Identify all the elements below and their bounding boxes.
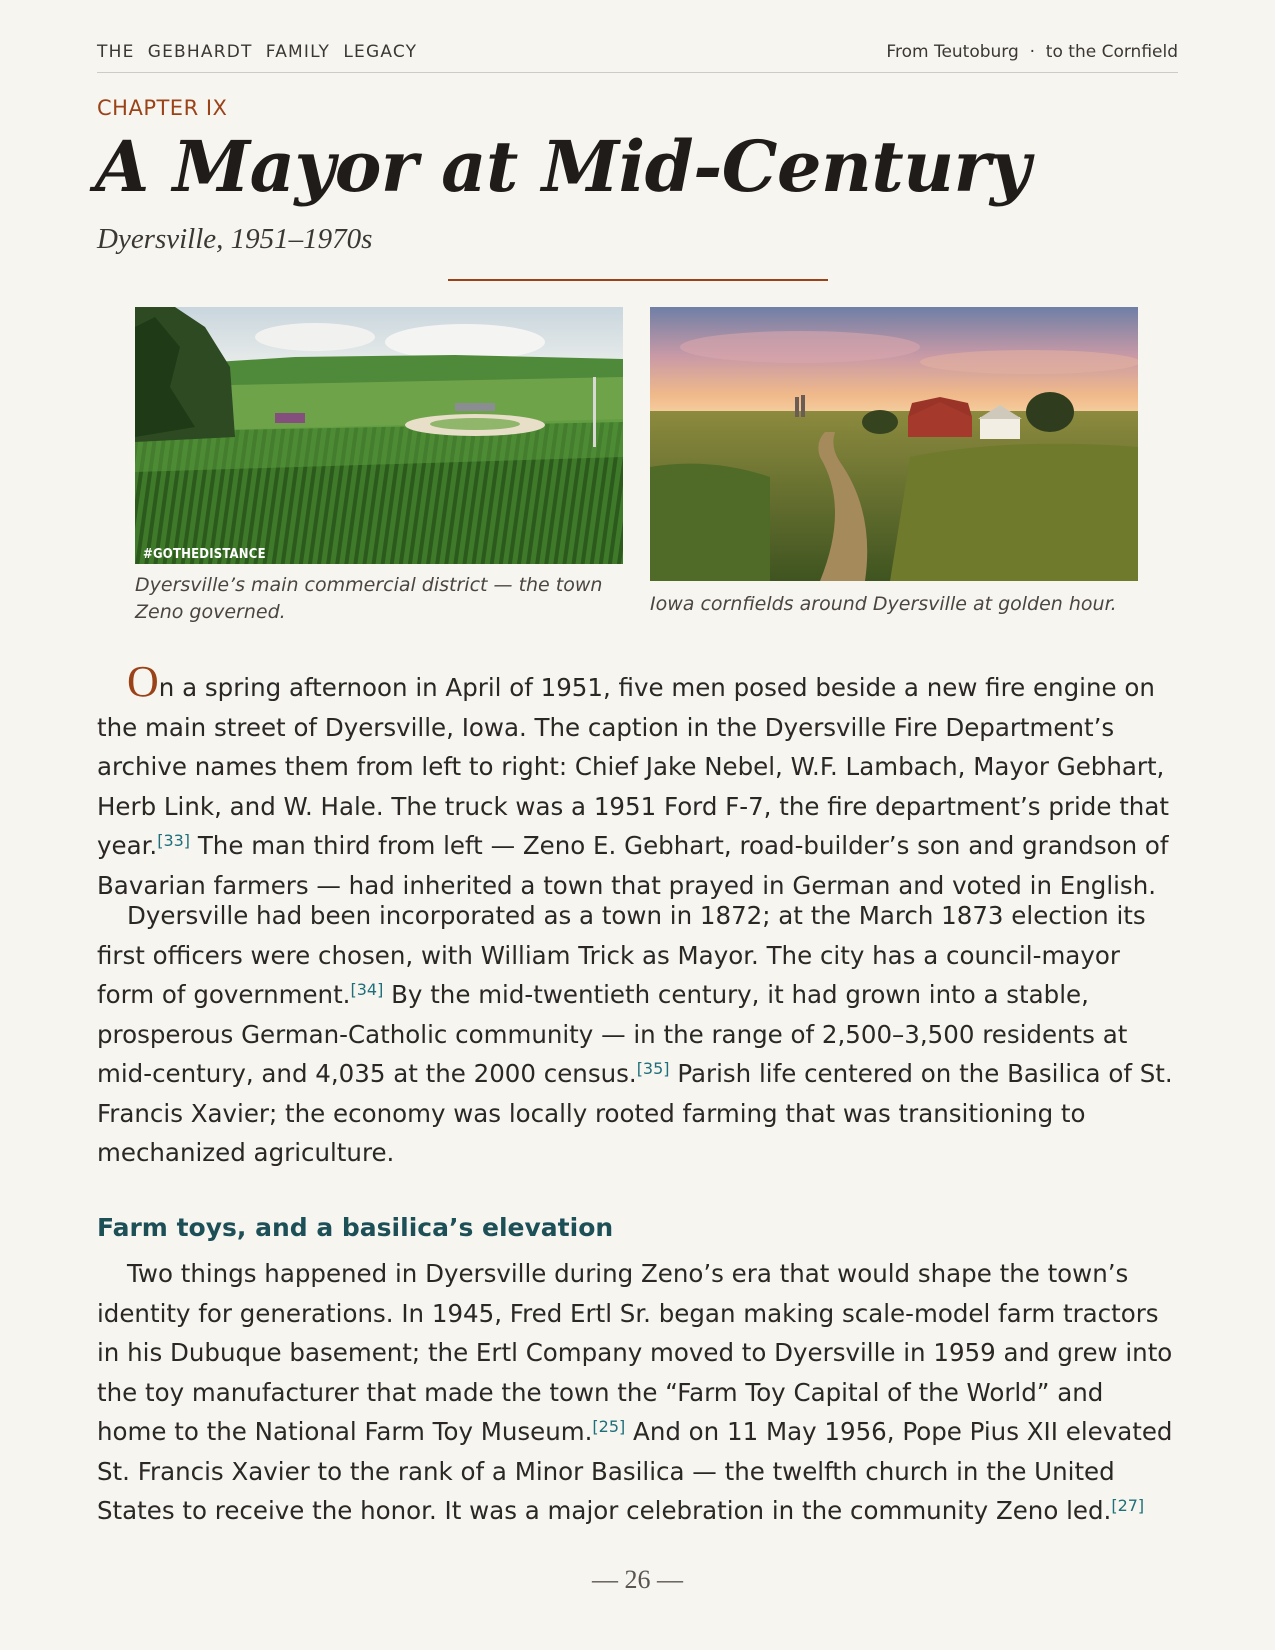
photo-overlay-tag: #GOTHEDISTANCE [143, 547, 266, 562]
paragraph-text: n a spring afternoon in April of 1951, five men posed beside a new fire engine on the main street of Dyersville, Iowa. The caption in the Dyersville Fire Department’s archive names them from left to right: Chief Jake Nebel, W.F. Lambach, Mayor Gebhart, Herb Link, and W. Hale. The truck was a 1951 Ford F-7, the fire department’s pride that year. [97, 673, 1169, 860]
figure-main-district [135, 307, 623, 626]
chapter-subtitle: Dyersville, 1951–1970s [97, 223, 373, 255]
footnote-ref-35[interactable]: [35] [636, 1059, 670, 1078]
paragraph-text: Dyersville had been incorporated as a town in 1872; at the March 1873 election its first officers were chosen, with William Trick as Mayor. The city has a council-mayor form of government. [97, 901, 1146, 1009]
body-paragraph-3 [97, 1254, 1178, 1531]
painting-cornfields [650, 307, 1138, 581]
running-head-book-title: THE GEBHARDT FAMILY LEGACY [97, 42, 418, 62]
figure-caption: Dyersville’s main commercial district — the town Zeno governed. [135, 574, 603, 623]
footnote-ref-25[interactable]: [25] [592, 1417, 626, 1436]
paragraph-text: The man third from left — Zeno E. Gebhart, road-builder’s son and grandson of Bavarian farmers — had inherited a town that prayed in German and voted in English. [97, 831, 1169, 900]
photo-field-of-dreams [135, 307, 623, 564]
painting-illustration [650, 307, 1138, 581]
chapter-label: CHAPTER IX [97, 96, 228, 120]
figure-cornfields [650, 307, 1138, 618]
photo-illustration [135, 307, 623, 564]
body-paragraph-2 [97, 896, 1178, 1173]
title-rule [448, 279, 828, 281]
section-heading: Farm toys, and a basilica’s elevation [97, 1213, 614, 1242]
footnote-ref-27[interactable]: [27] [1111, 1496, 1145, 1515]
chapter-title: A Mayor at Mid-Century [95, 125, 1031, 208]
footnote-ref-33[interactable]: [33] [157, 831, 191, 850]
paragraph-text: And on 11 May 1956, Pope Pius XII elevated St. Francis Xavier to the rank of a Minor Basilica — the twelfth church in the United States to receive the honor. It was a major celebration in the community Zeno led. [97, 1417, 1173, 1525]
paragraph-text: Parish life centered on the Basilica of St. Francis Xavier; the economy was locally rooted farming that was transitioning to mechanized agriculture. [97, 1059, 1173, 1167]
paragraph-text: By the mid-twentieth century, it had grown into a stable, prosperous German-Catholic community — in the range of 2,500–3,500 residents at mid-century, and 4,035 at the 2000 census. [97, 980, 1128, 1088]
running-head [97, 40, 1178, 73]
page-number: — 26 — [592, 1565, 683, 1594]
drop-cap: O [127, 657, 159, 706]
figure-caption: Iowa cornfields around Dyersville at golden hour. [650, 593, 1117, 615]
running-head-section-title: From Teutoburg · to the Cornfield [886, 42, 1178, 62]
footnote-ref-34[interactable]: [34] [350, 980, 384, 999]
paragraph-text: Two things happened in Dyersville during Zeno’s era that would shape the town’s identity for generations. In 1945, Fred Ertl Sr. began making scale-model farm tractors in his Dubuque basement; the Ertl Company moved to Dyersville in 1959 and grew into the toy manufacturer that made the town the “Farm Toy Capital of the World” and home to the National Farm Toy Museum. [97, 1259, 1173, 1446]
body-paragraph-1 [97, 657, 1178, 905]
